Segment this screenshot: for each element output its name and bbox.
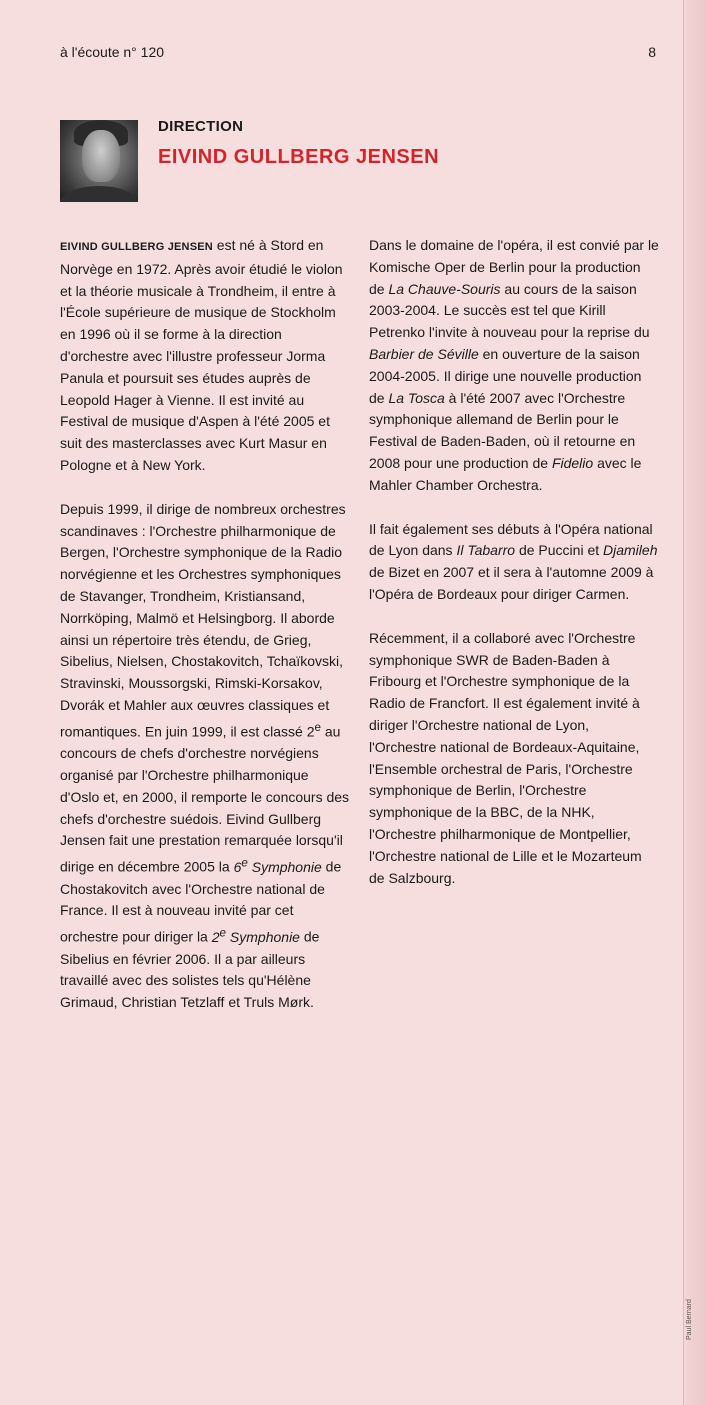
bio-paragraph-4: Il fait également ses débuts à l'Opéra national de Lyon dans Il Tabarro de Puccini et Djamileh de Bizet en 2007 et il sera à l'automne 2009 à l'Opéra de Bordeaux pour diriger Carmen.: [369, 520, 658, 602]
publication-title: à l'écoute n° 120: [60, 44, 165, 60]
section-label: DIRECTION: [158, 118, 244, 135]
work-title: 2e Symphonie: [211, 926, 300, 945]
work-title: Fidelio: [551, 454, 594, 471]
work-title: La Chauve-Souris: [388, 280, 501, 297]
lead-name: EIVIND GULLBERG JENSEN: [60, 241, 213, 253]
left-column: [60, 235, 350, 1036]
work-title: Djamileh: [603, 542, 658, 559]
bio-paragraph-3: Dans le domaine de l'opéra, il est convié par le Komische Oper de Berlin pour la production de La Chauve-Souris au cours de la saison 2003-2004. Le succès est tel que Kirill Petrenko l'invite à nouveau pour la reprise du Barbier de Séville en ouverture de la saison 2004-2005. Il dirige une nouvelle production de La Tosca à l'été 2007 avec l'Orchestre symphonique allemand de Berlin pour le Festival de Baden-Baden, où il retourne en 2008 pour une production de Fidelio avec le Mahler Chamber Orchestra.: [369, 237, 659, 493]
work-title: La Tosca: [388, 389, 445, 406]
right-column: [369, 235, 659, 911]
bio-paragraph-5: Récemment, il a collaboré avec l'Orchestre symphonique SWR de Baden-Baden à Fribourg et l'Orchestre symphonique de la Radio de Francfort. Il est également invité à diriger l'Orchestre national de Lyon, l'Orchestre national de Bordeaux-Aquitaine, l'Ensemble orchestral de Paris, l'Orchestre symphonique de Berlin, l'Orchestre symphonique de la BBC, de la NHK, l'Orchestre philharmonique de Montpellier, l'Orchestre national de Lille et le Mozarteum de Salzbourg.: [369, 629, 642, 886]
conductor-name: EIVIND GULLBERG JENSEN: [158, 146, 440, 168]
page-edge: [683, 0, 706, 1405]
conductor-portrait: [60, 120, 138, 202]
page-number: 8: [648, 44, 656, 60]
bio-paragraph-1: EIVIND GULLBERG JENSEN est né à Stord en Norvège en 1972. Après avoir étudié le violon et la théorie musicale à Trondheim, il entre à l'École supérieure de musique de Stockholm en 1996 où il se forme à la direction d'orchestre avec l'illustre professeur Jorma Panula et poursuit ses études auprès de Leopold Hager à Vienne. Il est invité au Festival de musique d'Aspen à l'été 2005 et suit des masterclasses avec Kurt Masur en Pologne et à New York.: [60, 237, 343, 473]
page-header: [60, 44, 656, 60]
bio-paragraph-2: Depuis 1999, il dirige de nombreux orchestres scandinaves : l'Orchestre philharmonique de Bergen, l'Orchestre symphonique de la Radio norvégienne et les Orchestres symphoniques de Stavanger, Trondheim, Kristiansand, Norrköping, Malmö et Helsingborg. Il aborde ainsi un répertoire très étendu, de Grieg, Sibelius, Nielsen, Chostakovitch, Tchaïkovski, Stravinski, Moussorgski, Rimski-Korsakov, Dvorák et Mahler aux œuvres classiques et romantiques. En juin 1999, il est classé 2e au concours de chefs d'orchestre norvégiens organisé par l'Orchestre philharmonique d'Oslo et, en 2000, il remporte le concours des chefs d'orchestre suédois. Eivind Gullberg Jensen fait une prestation remarquée lorsqu'il dirige en décembre 2005 la 6e Symphonie de Chostakovitch avec l'Orchestre national de France. Il est à nouveau invité par cet orchestre pour diriger la 2e Symphonie de Sibelius en février 2006. Il a par ailleurs travaillé avec des solistes tels qu'Hélène Grimaud, Christian Tetzlaff et Truls Mørk.: [60, 500, 350, 1011]
photo-credit: Paul Bernard: [686, 1299, 693, 1340]
work-title: Barbier de Séville: [369, 345, 479, 362]
work-title: Il Tabarro: [456, 542, 516, 559]
work-title: 6e Symphonie: [233, 856, 322, 875]
